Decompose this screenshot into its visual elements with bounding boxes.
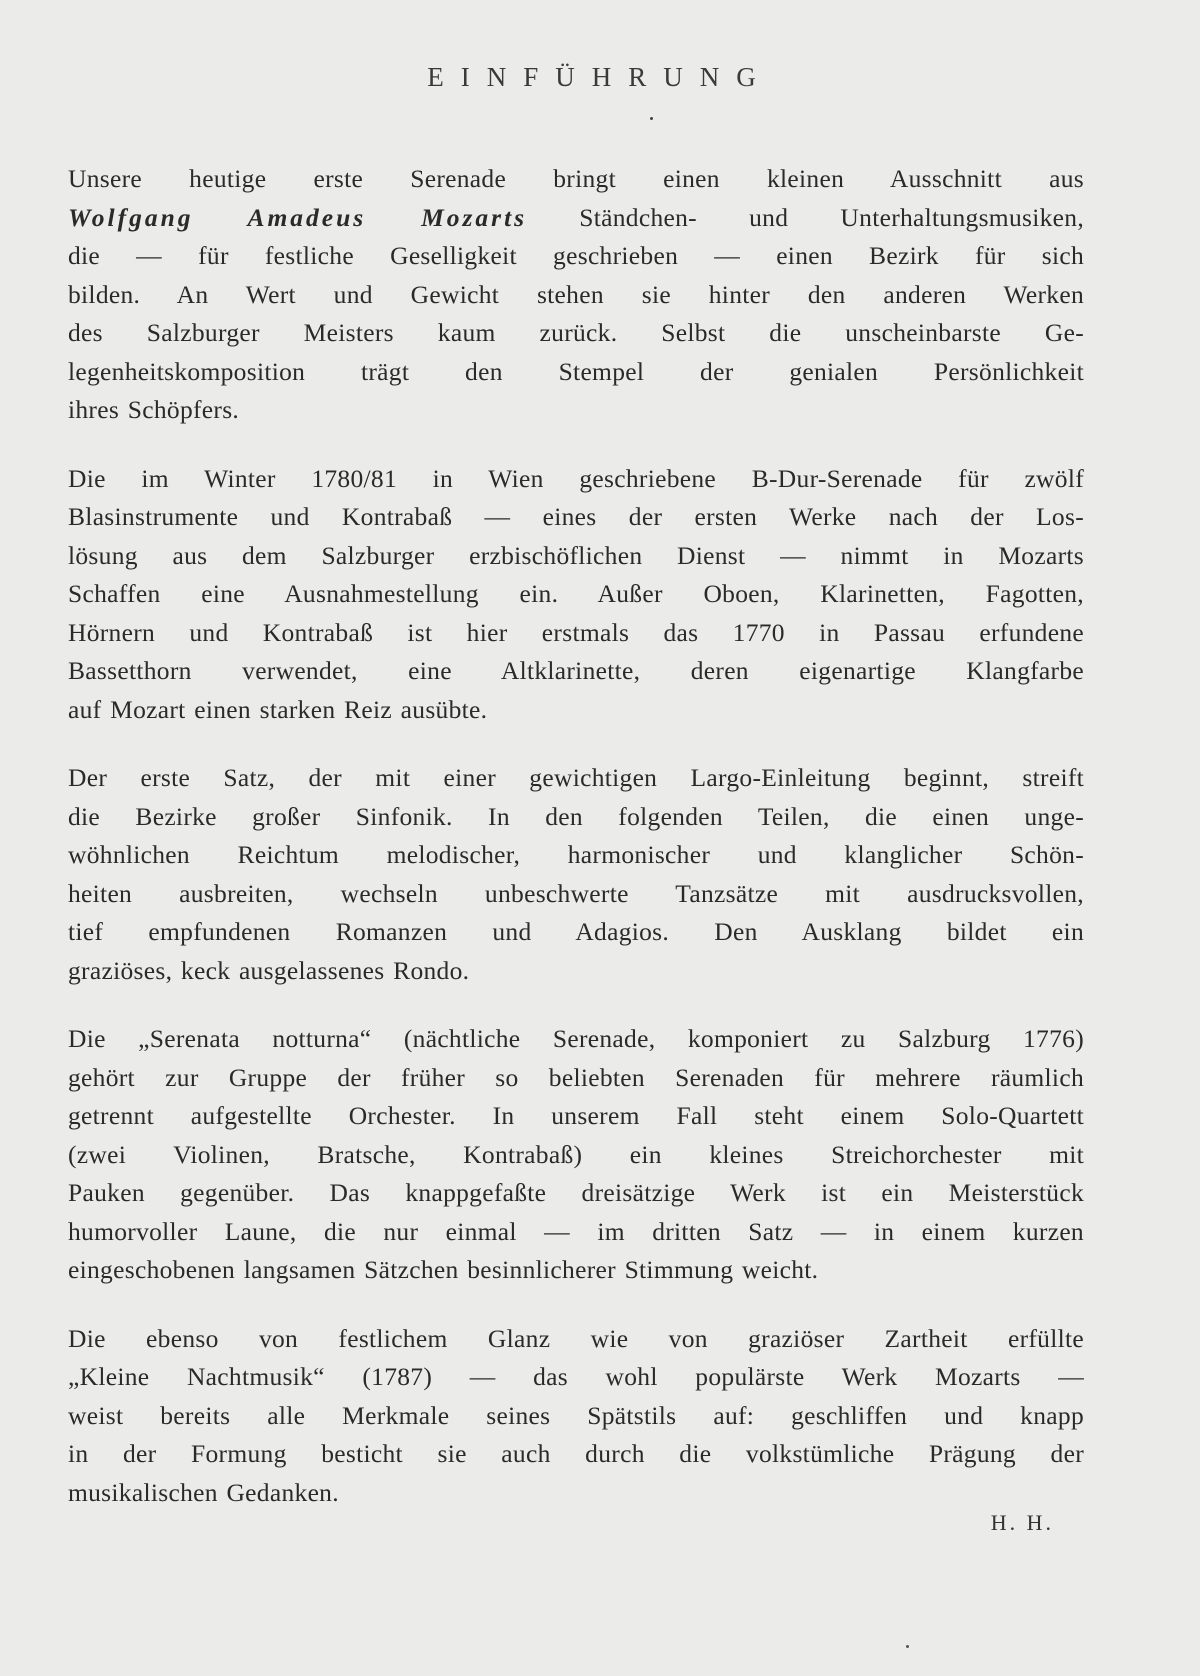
text-line: lösung aus dem Salzburger erzbischöflichen Dienst — nimmt in Mozarts — [68, 540, 1084, 570]
composer-name: Wolfgang Amadeus Mozarts — [68, 202, 528, 232]
text-line: legenheitskomposition trägt den Stempel der genialen Persönlichkeit — [68, 356, 1084, 386]
text-line: humorvoller Laune, die nur einmal — im dritten Satz — in einem kurzen — [68, 1216, 1084, 1246]
text-line: Bassetthorn verwendet, eine Altklarinette, deren eigenartige Klangfarbe — [68, 656, 1084, 685]
text-line: ihres Schöpfers. — [68, 395, 240, 424]
text-line: Schaffen eine Ausnahmestellung ein. Außer Oboen, Klarinetten, Fagotten, — [68, 579, 1084, 608]
text-line: (zwei Violinen, Bratsche, Kontrabaß) ein kleines Streichorchester mit — [68, 1139, 1084, 1169]
text-line — [68, 199, 1084, 238]
print-speck — [650, 117, 653, 120]
paragraph-2 — [68, 460, 1084, 730]
text-line: graziöses, keck ausgelassenes Rondo. — [68, 955, 470, 985]
text-line: heiten ausbreiten, wechseln unbeschwerte Tanzsätze mit ausdrucksvollen, — [68, 878, 1084, 908]
text-line: Hörnern und Kontrabaß ist hier erstmals das 1770 in Passau erfundene — [68, 617, 1084, 647]
text-line: tief empfundenen Romanzen und Adagios. Den Ausklang bildet ein — [68, 917, 1084, 946]
text-line: Die ebenso von festlichem Glanz wie von graziöser Zartheit erfüllte — [68, 1323, 1084, 1353]
text-line: Der erste Satz, der mit einer gewichtigen Largo-Einleitung beginnt, streift — [68, 763, 1084, 792]
page-title: EINFÜHRUNG — [427, 62, 773, 92]
document-body — [68, 160, 1084, 1542]
print-speck — [906, 1645, 909, 1648]
text-line: getrennt aufgestellte Orchester. In unserem Fall steht einem Solo-Quartett — [68, 1101, 1084, 1130]
text-line: musikalischen Gedanken. — [68, 1477, 339, 1507]
text-line: eingeschobenen langsamen Sätzchen besinnlicherer Stimmung weicht. — [68, 1255, 819, 1284]
text-line: weist bereits alle Merkmale seines Spätstils auf: geschliffen und knapp — [68, 1400, 1084, 1430]
text-line: die Bezirke großer Sinfonik. In den folgenden Teilen, die einen unge- — [68, 801, 1084, 831]
text-line: Blasinstrumente und Kontrabaß — eines der ersten Werke nach der Los- — [68, 502, 1084, 531]
text-line: Pauken gegenüber. Das knappgefaßte dreisätzige Werk ist ein Meisterstück — [68, 1178, 1084, 1207]
text-line: bilden. An Wert und Gewicht stehen sie hinter den anderen Werken — [68, 279, 1084, 309]
paragraph-1 — [68, 160, 1084, 430]
text-line: die — für festliche Geselligkeit geschrieben — einen Bezirk für sich — [68, 241, 1084, 270]
text-line: wöhnlichen Reichtum melodischer, harmonischer und klanglicher Schön- — [68, 840, 1084, 869]
paragraph-3 — [68, 759, 1084, 990]
text-line: Die „Serenata notturna“ (nächtliche Serenade, komponiert zu Salzburg 1776) — [68, 1024, 1084, 1053]
text-line: Die im Winter 1780/81 in Wien geschriebene B-Dur-Serenade für zwölf — [68, 463, 1084, 493]
text-line: des Salzburger Meisters kaum zurück. Selbst die unscheinbarste Ge- — [68, 318, 1084, 347]
text-line: „Kleine Nachtmusik“ (1787) — das wohl populärste Werk Mozarts — — [68, 1362, 1084, 1391]
paragraph-5 — [68, 1320, 1084, 1513]
text-line-rest: Ständchen- und Unterhaltungsmusiken, — [579, 202, 1084, 232]
text-line: gehört zur Gruppe der früher so beliebten Serenaden für mehrere räumlich — [68, 1062, 1084, 1092]
text-line: auf Mozart einen starken Reiz ausübte. — [68, 694, 488, 724]
author-initials: H. H. — [990, 1510, 1054, 1535]
text-line: in der Formung besticht sie auch durch die volkstümliche Prägung der — [68, 1439, 1084, 1468]
paragraph-4 — [68, 1020, 1084, 1290]
text-line: Unsere heutige erste Serenade bringt einen kleinen Ausschnitt aus — [68, 164, 1084, 193]
